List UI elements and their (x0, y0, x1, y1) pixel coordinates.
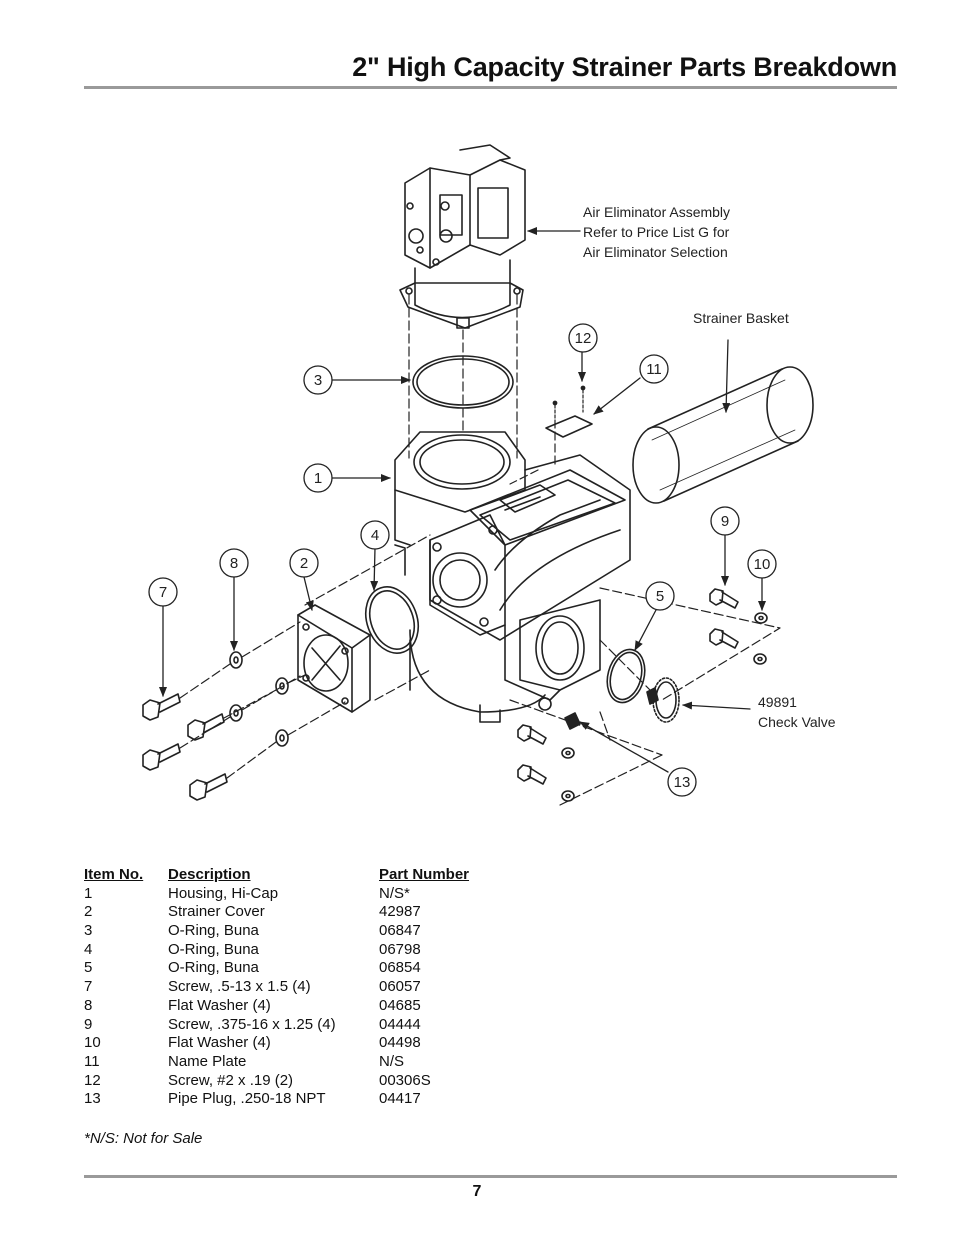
callout-label: 12 (574, 330, 592, 347)
strainer-basket-label: Strainer Basket (693, 310, 789, 326)
strainer-basket-drawing (633, 367, 813, 503)
description-cell: Strainer Cover (168, 903, 265, 921)
description-cell: Screw, #2 x .19 (2) (168, 1071, 294, 1089)
table-row (84, 978, 499, 997)
part-number-cell: 04444 (379, 1015, 421, 1033)
callout-label: 3 (313, 372, 323, 389)
table-row (84, 1072, 499, 1091)
air-eliminator-label-line: Air Eliminator Assembly (583, 204, 731, 220)
part-number-cell: 06057 (379, 978, 421, 996)
footer-rule (84, 1175, 897, 1178)
part-number-cell: 04498 (379, 1034, 421, 1052)
description-cell: Housing, Hi-Cap (168, 884, 279, 902)
housing-drawing (395, 432, 630, 722)
callout-label: 2 (299, 555, 309, 572)
description-cell: O-Ring, Buna (168, 940, 259, 958)
table-row (84, 1034, 499, 1053)
item-no-cell: 1 (84, 884, 93, 902)
table-row (84, 997, 499, 1016)
description-cell: Name Plate (168, 1052, 247, 1070)
table-row (84, 941, 499, 960)
callout-label: 10 (753, 556, 771, 573)
item-no-cell: 9 (84, 1015, 93, 1033)
item-no-cell: 5 (84, 959, 93, 977)
callout-label: 4 (370, 527, 380, 544)
item-no-cell: 11 (84, 1052, 100, 1070)
description-cell: O-Ring, Buna (168, 922, 259, 940)
description-cell: Pipe Plug, .250-18 NPT (168, 1090, 326, 1108)
parts-table (84, 866, 499, 1109)
table-row (84, 903, 499, 922)
item-no-cell: 12 (84, 1071, 101, 1089)
part-number-cell: 00306S (379, 1071, 431, 1089)
footnote: *N/S: Not for Sale (84, 1130, 203, 1147)
description-cell: Flat Washer (4) (168, 1034, 271, 1052)
item-no-cell: 3 (84, 922, 93, 940)
callout-label: 9 (720, 513, 730, 530)
description-cell: Screw, .5-13 x 1.5 (4) (168, 978, 311, 996)
callout-label: 1 (313, 470, 323, 487)
table-row (84, 885, 499, 904)
callout-label: 13 (673, 774, 691, 791)
table-row (84, 1090, 499, 1109)
item-no-cell: 10 (84, 1034, 101, 1052)
item-no-cell: 13 (84, 1090, 101, 1108)
air-eliminator-label-line: Air Eliminator Selection (583, 244, 728, 260)
description-cell: Screw, .375-16 x 1.25 (4) (168, 1015, 336, 1033)
check-valve-part-number: 49891 (758, 694, 797, 710)
part-number-cell: 04685 (379, 996, 421, 1014)
callout-label: 5 (655, 588, 665, 605)
item-no-cell: 4 (84, 940, 93, 958)
callout-label: 7 (158, 584, 168, 601)
description-cell: Flat Washer (4) (168, 996, 271, 1014)
header-part-number: Part Number (379, 866, 470, 883)
part-number-cell: 42987 (379, 903, 421, 921)
part-number-cell: 06854 (379, 959, 421, 977)
strainer-cover-drawing (298, 605, 370, 712)
part-number-cell: 04417 (379, 1090, 421, 1108)
description-cell: O-Ring, Buna (168, 959, 259, 977)
part-number-cell: N/S (379, 1052, 405, 1070)
name-plate-11 (546, 416, 592, 437)
header-description: Description (168, 866, 251, 883)
table-row (84, 1053, 499, 1072)
air-eliminator-label-line: Refer to Price List G for (583, 224, 730, 240)
item-no-cell: 8 (84, 996, 93, 1014)
table-row (84, 922, 499, 941)
check-valve-label: Check Valve (758, 714, 836, 730)
callout-label: 8 (229, 555, 239, 572)
screws-7 (143, 694, 227, 800)
parts-table-header (84, 866, 499, 885)
part-number-cell: N/S* (379, 884, 410, 902)
table-row (84, 959, 499, 978)
air-eliminator-drawing (400, 145, 525, 328)
page-title: 2" High Capacity Strainer Parts Breakdown (352, 52, 897, 82)
page-number: 7 (472, 1183, 482, 1200)
header-item-no: Item No. (84, 866, 144, 883)
table-row (84, 1016, 499, 1035)
part-number-cell: 06847 (379, 922, 421, 940)
header-rule (84, 86, 897, 89)
parts-exploded-diagram (0, 100, 954, 840)
part-number-cell: 06798 (379, 940, 421, 958)
check-valve-drawing (647, 678, 679, 722)
callout-label: 11 (646, 361, 662, 378)
item-no-cell: 7 (84, 978, 93, 996)
pipe-plug-13 (565, 713, 580, 729)
item-no-cell: 2 (84, 903, 93, 921)
